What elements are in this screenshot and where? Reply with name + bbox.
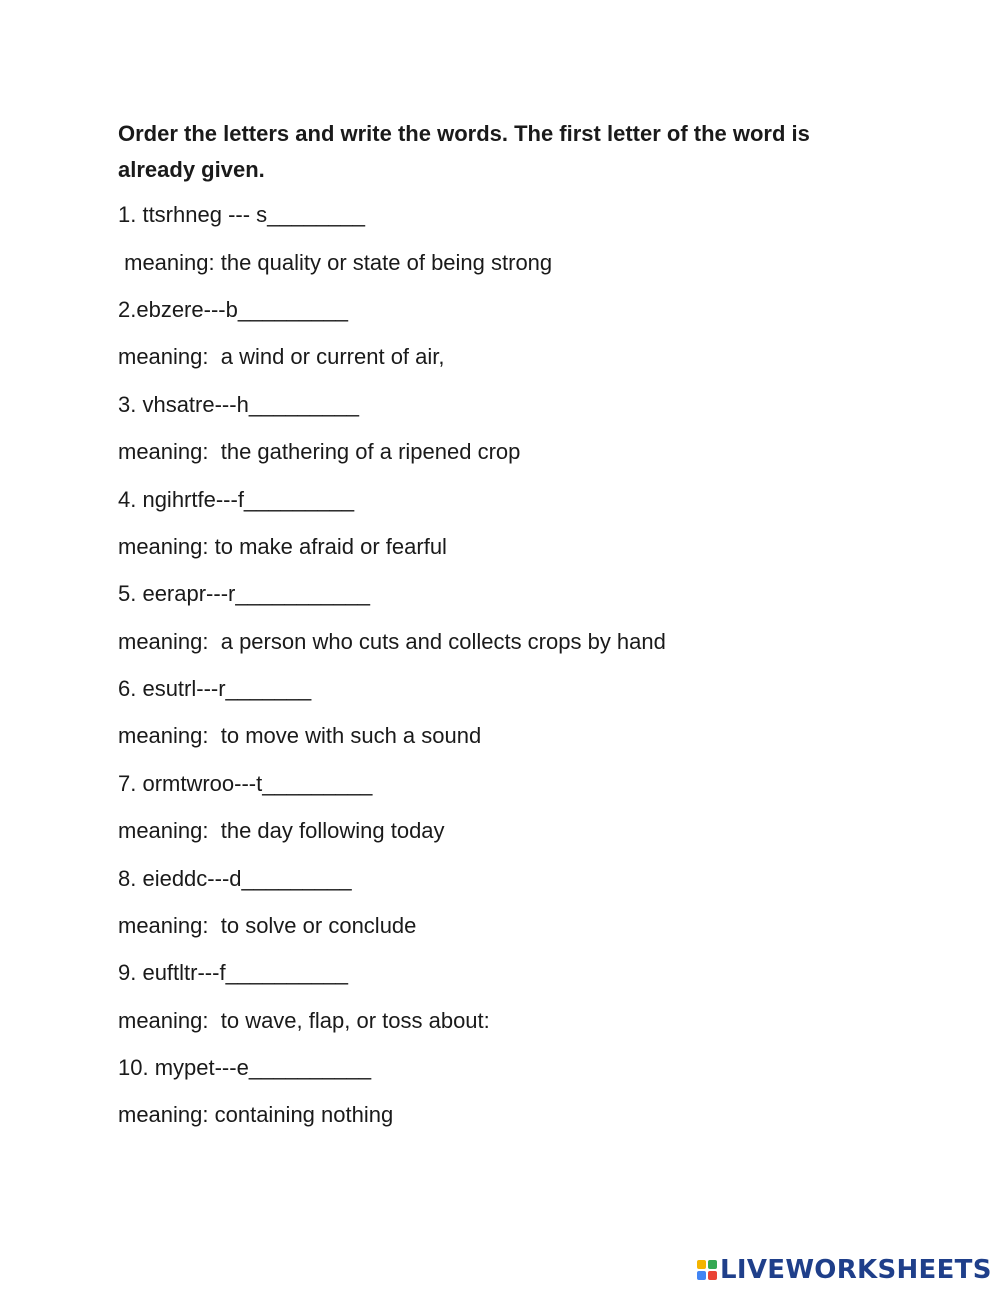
item-10-meaning: meaning: containing nothing — [118, 1102, 394, 1127]
item-2-scrambled-word: 2.ebzere---b_________ — [118, 297, 348, 322]
liveworksheets-logo-text: LIVEWORKSHEETS — [720, 1255, 992, 1285]
item-1-scrambled-word: 1. ttsrhneg --- s________ — [118, 202, 366, 227]
item-7-meaning: meaning: the day following today — [118, 818, 445, 843]
liveworksheets-logo-icon — [697, 1260, 717, 1280]
instructions-heading: Order the letters and write the words. The first letter of the word is already given. — [118, 121, 810, 182]
item-9-scrambled-word: 9. euftltr---f__________ — [118, 960, 348, 985]
item-3-meaning: meaning: the gathering of a ripened crop — [118, 439, 521, 464]
item-1-meaning: meaning: the quality or state of being strong — [118, 250, 553, 275]
liveworksheets-logo — [697, 1253, 992, 1287]
item-8-scrambled-word: 8. eieddc---d_________ — [118, 866, 352, 891]
item-6-meaning: meaning: to move with such a sound — [118, 723, 482, 748]
item-10-scrambled-word: 10. mypet---e__________ — [118, 1055, 372, 1080]
item-4-scrambled-word: 4. ngihrtfe---f_________ — [118, 487, 355, 512]
logo-square-green — [708, 1260, 717, 1269]
item-9-meaning: meaning: to wave, flap, or toss about: — [118, 1008, 490, 1033]
item-8-meaning: meaning: to solve or conclude — [118, 913, 417, 938]
item-3-scrambled-word: 3. vhsatre---h_________ — [118, 392, 359, 417]
logo-square-yellow — [697, 1260, 706, 1269]
item-2-meaning: meaning: a wind or current of air, — [118, 344, 445, 369]
logo-square-red — [708, 1271, 717, 1280]
item-7-scrambled-word: 7. ormtwroo---t_________ — [118, 771, 373, 796]
item-5-meaning: meaning: a person who cuts and collects crops by hand — [118, 629, 666, 654]
logo-square-blue — [697, 1271, 706, 1280]
item-4-meaning: meaning: to make afraid or fearful — [118, 534, 447, 559]
item-5-scrambled-word: 5. eerapr---r___________ — [118, 581, 370, 606]
item-6-scrambled-word: 6. esutrl---r_______ — [118, 676, 312, 701]
